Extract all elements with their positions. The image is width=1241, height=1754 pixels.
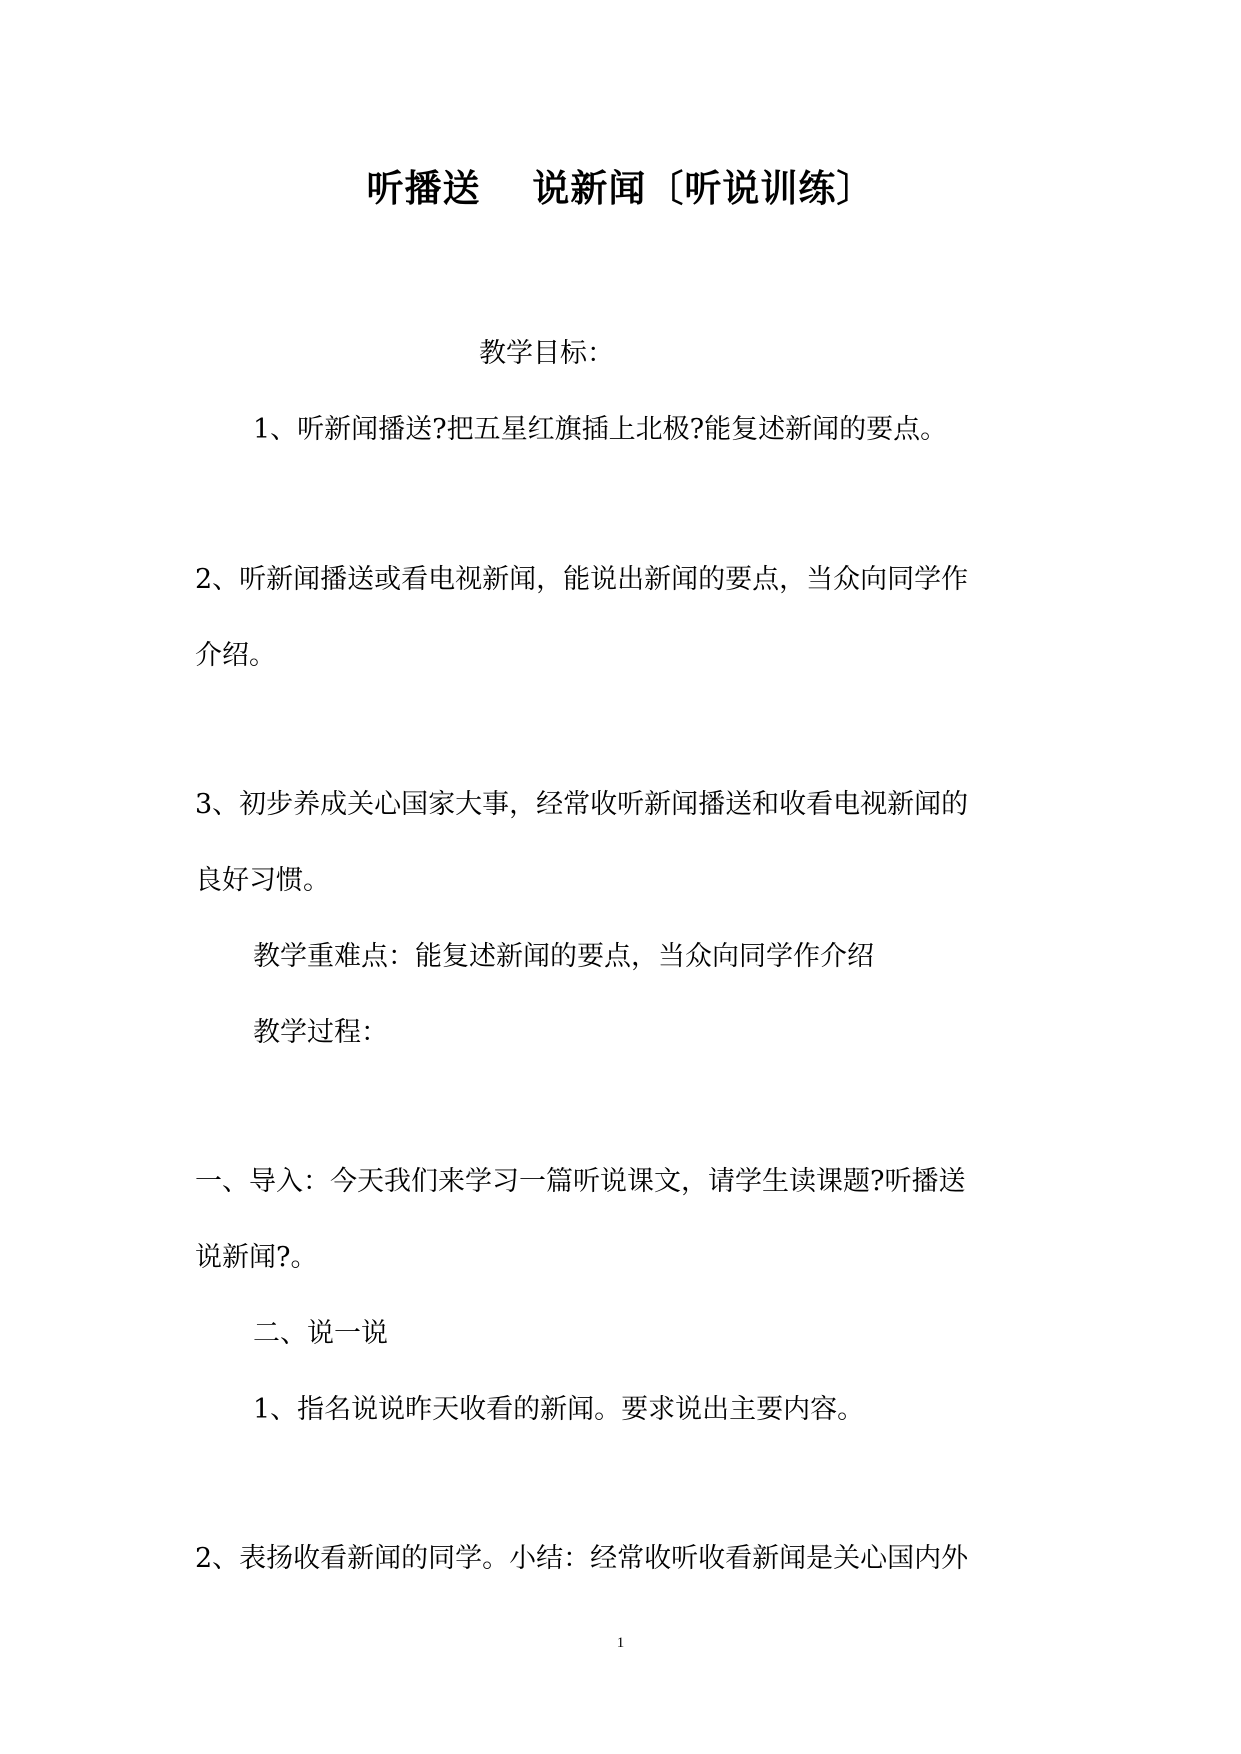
page-title: 听播送 说新闻〔听说训练〕 — [366, 166, 875, 210]
objective-3: 3、初步养成关心国家大事，经常收听新闻播送和收看电视新闻的 — [195, 789, 969, 820]
section-2-item-2: 2、表扬收看新闻的同学。小结：经常收听收看新闻是关心国内外 — [195, 1543, 969, 1574]
section-intro-continued: 说新闻?。 — [195, 1242, 318, 1273]
objective-3-continued: 良好习惯。 — [195, 865, 330, 896]
objectives-heading: 教学目标： — [479, 338, 614, 369]
key-points: 教学重难点：能复述新闻的要点，当众向同学作介绍 — [253, 941, 874, 972]
section-2-heading: 二、说一说 — [253, 1318, 388, 1349]
objective-1: 1、听新闻播送?把五星红旗插上北极?能复述新闻的要点。 — [253, 414, 948, 445]
section-intro: 一、导入：今天我们来学习一篇听说课文，请学生读课题?听播送 — [195, 1166, 966, 1197]
objective-2-continued: 介绍。 — [195, 640, 276, 671]
process-heading: 教学过程： — [253, 1017, 388, 1048]
section-2-item-1: 1、指名说说昨天收看的新闻。要求说出主要内容。 — [253, 1394, 865, 1425]
page-number: 1 — [616, 1635, 625, 1651]
objective-2: 2、听新闻播送或看电视新闻，能说出新闻的要点，当众向同学作 — [195, 564, 969, 595]
